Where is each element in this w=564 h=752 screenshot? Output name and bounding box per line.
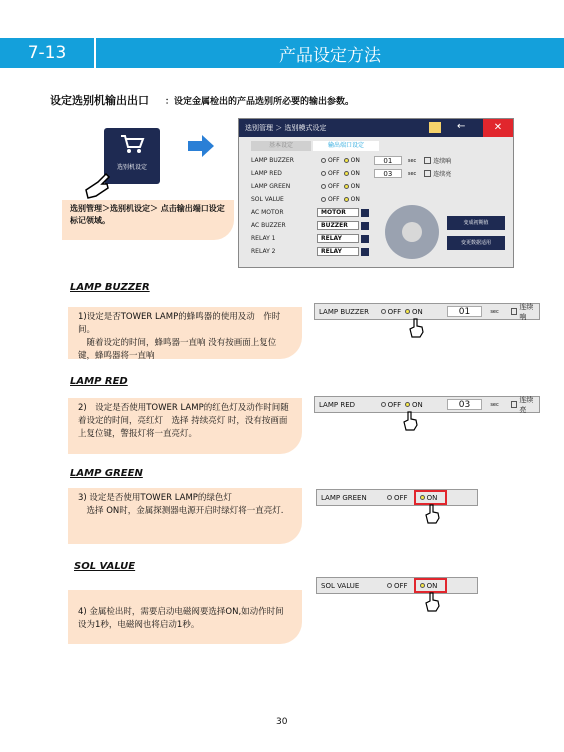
on-radio[interactable]	[344, 197, 349, 202]
off-label: OFF	[387, 307, 402, 316]
output-select[interactable]: BUZZER	[317, 221, 359, 230]
on-label: ON	[411, 400, 423, 409]
screen-row	[251, 246, 369, 257]
screen-header	[239, 119, 513, 137]
off-label: OFF	[328, 170, 340, 177]
screen-row	[251, 194, 360, 205]
off-radio[interactable]	[381, 309, 386, 314]
section-title: LAMP RED	[70, 376, 128, 387]
row-label: SOL VALUE	[251, 196, 284, 203]
output-select[interactable]: MOTOR	[317, 208, 359, 217]
row-label: RELAY 2	[251, 248, 276, 255]
screen-row	[251, 220, 369, 231]
time-input[interactable]: 01	[374, 156, 402, 165]
unit-label: sec	[490, 401, 499, 408]
hand-pointer-icon	[402, 410, 420, 432]
section-description: 2) 设定是否使用TOWER LAMP的红色灯及动作时间随着设定的时间，亮红灯 选择 持续亮灯 时，没有按画面上复位键，警报灯将一直亮灯。	[68, 398, 302, 454]
off-label: OFF	[394, 493, 408, 502]
screen-row	[251, 155, 451, 166]
row-label: RELAY 1	[251, 235, 276, 242]
continuous-checkbox[interactable]	[424, 157, 431, 164]
time-input[interactable]: 03	[374, 169, 402, 178]
checkbox-label: 连续响	[519, 302, 534, 321]
on-label: ON	[350, 183, 360, 190]
tip-note: 选别管理＞选别机设定＞ 点击输出端口设定标记领域。	[62, 200, 234, 240]
on-radio[interactable]	[405, 309, 410, 314]
on-label: ON	[350, 170, 360, 177]
unit-label: sec	[407, 170, 417, 177]
chevron-down-icon[interactable]	[361, 222, 369, 230]
screen-row	[251, 207, 369, 218]
panel-label: SOL VALUE	[321, 581, 360, 590]
off-radio[interactable]	[387, 495, 392, 500]
checkbox-label: 连续亮	[519, 395, 534, 414]
continuous-checkbox[interactable]	[511, 401, 518, 408]
off-label: OFF	[394, 581, 408, 590]
close-icon[interactable]: ✕	[483, 119, 513, 137]
panel-label: LAMP GREEN	[321, 493, 367, 502]
panel-label: LAMP BUZZER	[319, 307, 370, 316]
screen-row	[251, 233, 369, 244]
on-radio[interactable]	[344, 158, 349, 163]
on-radio[interactable]	[420, 583, 425, 588]
row-label: LAMP GREEN	[251, 183, 291, 190]
tile-label: 选别机设定	[116, 164, 147, 171]
back-arrow-icon[interactable]: ←	[457, 121, 466, 132]
page-number: 30	[276, 717, 288, 727]
chevron-down-icon[interactable]	[361, 235, 369, 243]
hand-pointer-icon	[424, 591, 442, 613]
chevron-down-icon[interactable]	[361, 248, 369, 256]
on-label: ON	[350, 157, 360, 164]
checkbox-label: 连续响	[433, 158, 452, 165]
time-input[interactable]: 03	[447, 399, 483, 410]
setting-panel	[316, 489, 478, 506]
on-radio[interactable]	[344, 171, 349, 176]
on-radio[interactable]	[344, 184, 349, 189]
section-description: 3) 设定是否使用TOWER LAMP的绿色灯 选择 ON时，金属探测器电源开启时绿灯将一直亮灯.	[68, 488, 302, 544]
unit-label: sec	[490, 308, 499, 315]
off-label: OFF	[328, 196, 340, 203]
row-label: LAMP RED	[251, 170, 282, 177]
arrow-right-icon	[188, 135, 214, 157]
page-title: 产品设定方法	[96, 38, 564, 68]
section-description: 4) 金属检出时，需要启动电磁阀要选择ON,如动作时间设为1秒，电磁阀也将启动1秒。	[68, 590, 302, 644]
section-title: SOL VALUE	[74, 561, 136, 572]
screen-row	[251, 181, 360, 192]
breadcrumb: 选别管理 ＞ 选别模式设定	[245, 124, 327, 132]
output-select[interactable]: RELAY	[317, 247, 359, 256]
checkbox-label: 连续亮	[433, 171, 452, 178]
off-label: OFF	[328, 183, 340, 190]
section-description: 1)设定是否TOWER LAMP的蜂鸣器的使用及动 作时间。 随着设定的时间，蜂鸣器一直响 没有按画面上复位键，蜂鸣器将一直响	[68, 307, 302, 359]
panel-label: LAMP RED	[319, 400, 356, 409]
continuous-checkbox[interactable]	[511, 308, 518, 315]
on-label: ON	[426, 493, 438, 502]
settings-screen	[238, 118, 514, 268]
off-label: OFF	[387, 400, 402, 409]
off-radio[interactable]	[321, 197, 326, 202]
setting-panel	[316, 577, 478, 594]
intro-title: 设定选别机输出出口	[50, 94, 149, 107]
on-label: ON	[426, 581, 438, 590]
on-label: ON	[411, 307, 423, 316]
time-input[interactable]: 01	[447, 306, 483, 317]
hand-pointer-icon	[408, 317, 426, 339]
on-label: ON	[350, 196, 360, 203]
hand-pointer-icon	[82, 168, 116, 202]
intro-description: ：设定金属检出的产品选别所必要的输出参数。	[165, 97, 355, 107]
direction-pad[interactable]	[385, 205, 439, 259]
folder-icon[interactable]	[429, 122, 441, 133]
off-radio[interactable]	[387, 583, 392, 588]
off-label: OFF	[328, 157, 340, 164]
on-radio[interactable]	[420, 495, 425, 500]
off-radio[interactable]	[321, 171, 326, 176]
setting-panel	[314, 396, 540, 413]
reset-default-button[interactable]: 变成初期值	[447, 216, 505, 230]
tab-output-port[interactable]: 输出端口设定	[313, 141, 379, 151]
on-radio[interactable]	[405, 402, 410, 407]
unit-label: sec	[407, 157, 417, 164]
off-radio[interactable]	[381, 402, 386, 407]
hand-pointer-icon	[424, 503, 442, 525]
section-number: 7-13	[0, 38, 94, 68]
row-label: AC MOTOR	[251, 209, 284, 216]
tab-basic[interactable]: 基本设定	[251, 141, 311, 151]
row-label: LAMP BUZZER	[251, 157, 294, 164]
chevron-down-icon[interactable]	[361, 209, 369, 217]
setting-panel	[314, 303, 540, 320]
section-title: LAMP GREEN	[70, 468, 143, 479]
cart-icon	[119, 134, 145, 154]
output-select[interactable]: RELAY	[317, 234, 359, 243]
off-radio[interactable]	[321, 158, 326, 163]
section-title: LAMP BUZZER	[70, 282, 150, 293]
row-label: AC BUZZER	[251, 222, 286, 229]
apply-changes-button[interactable]: 变更数据适用	[447, 236, 505, 250]
off-radio[interactable]	[321, 184, 326, 189]
continuous-checkbox[interactable]	[424, 170, 431, 177]
screen-row	[251, 168, 451, 179]
